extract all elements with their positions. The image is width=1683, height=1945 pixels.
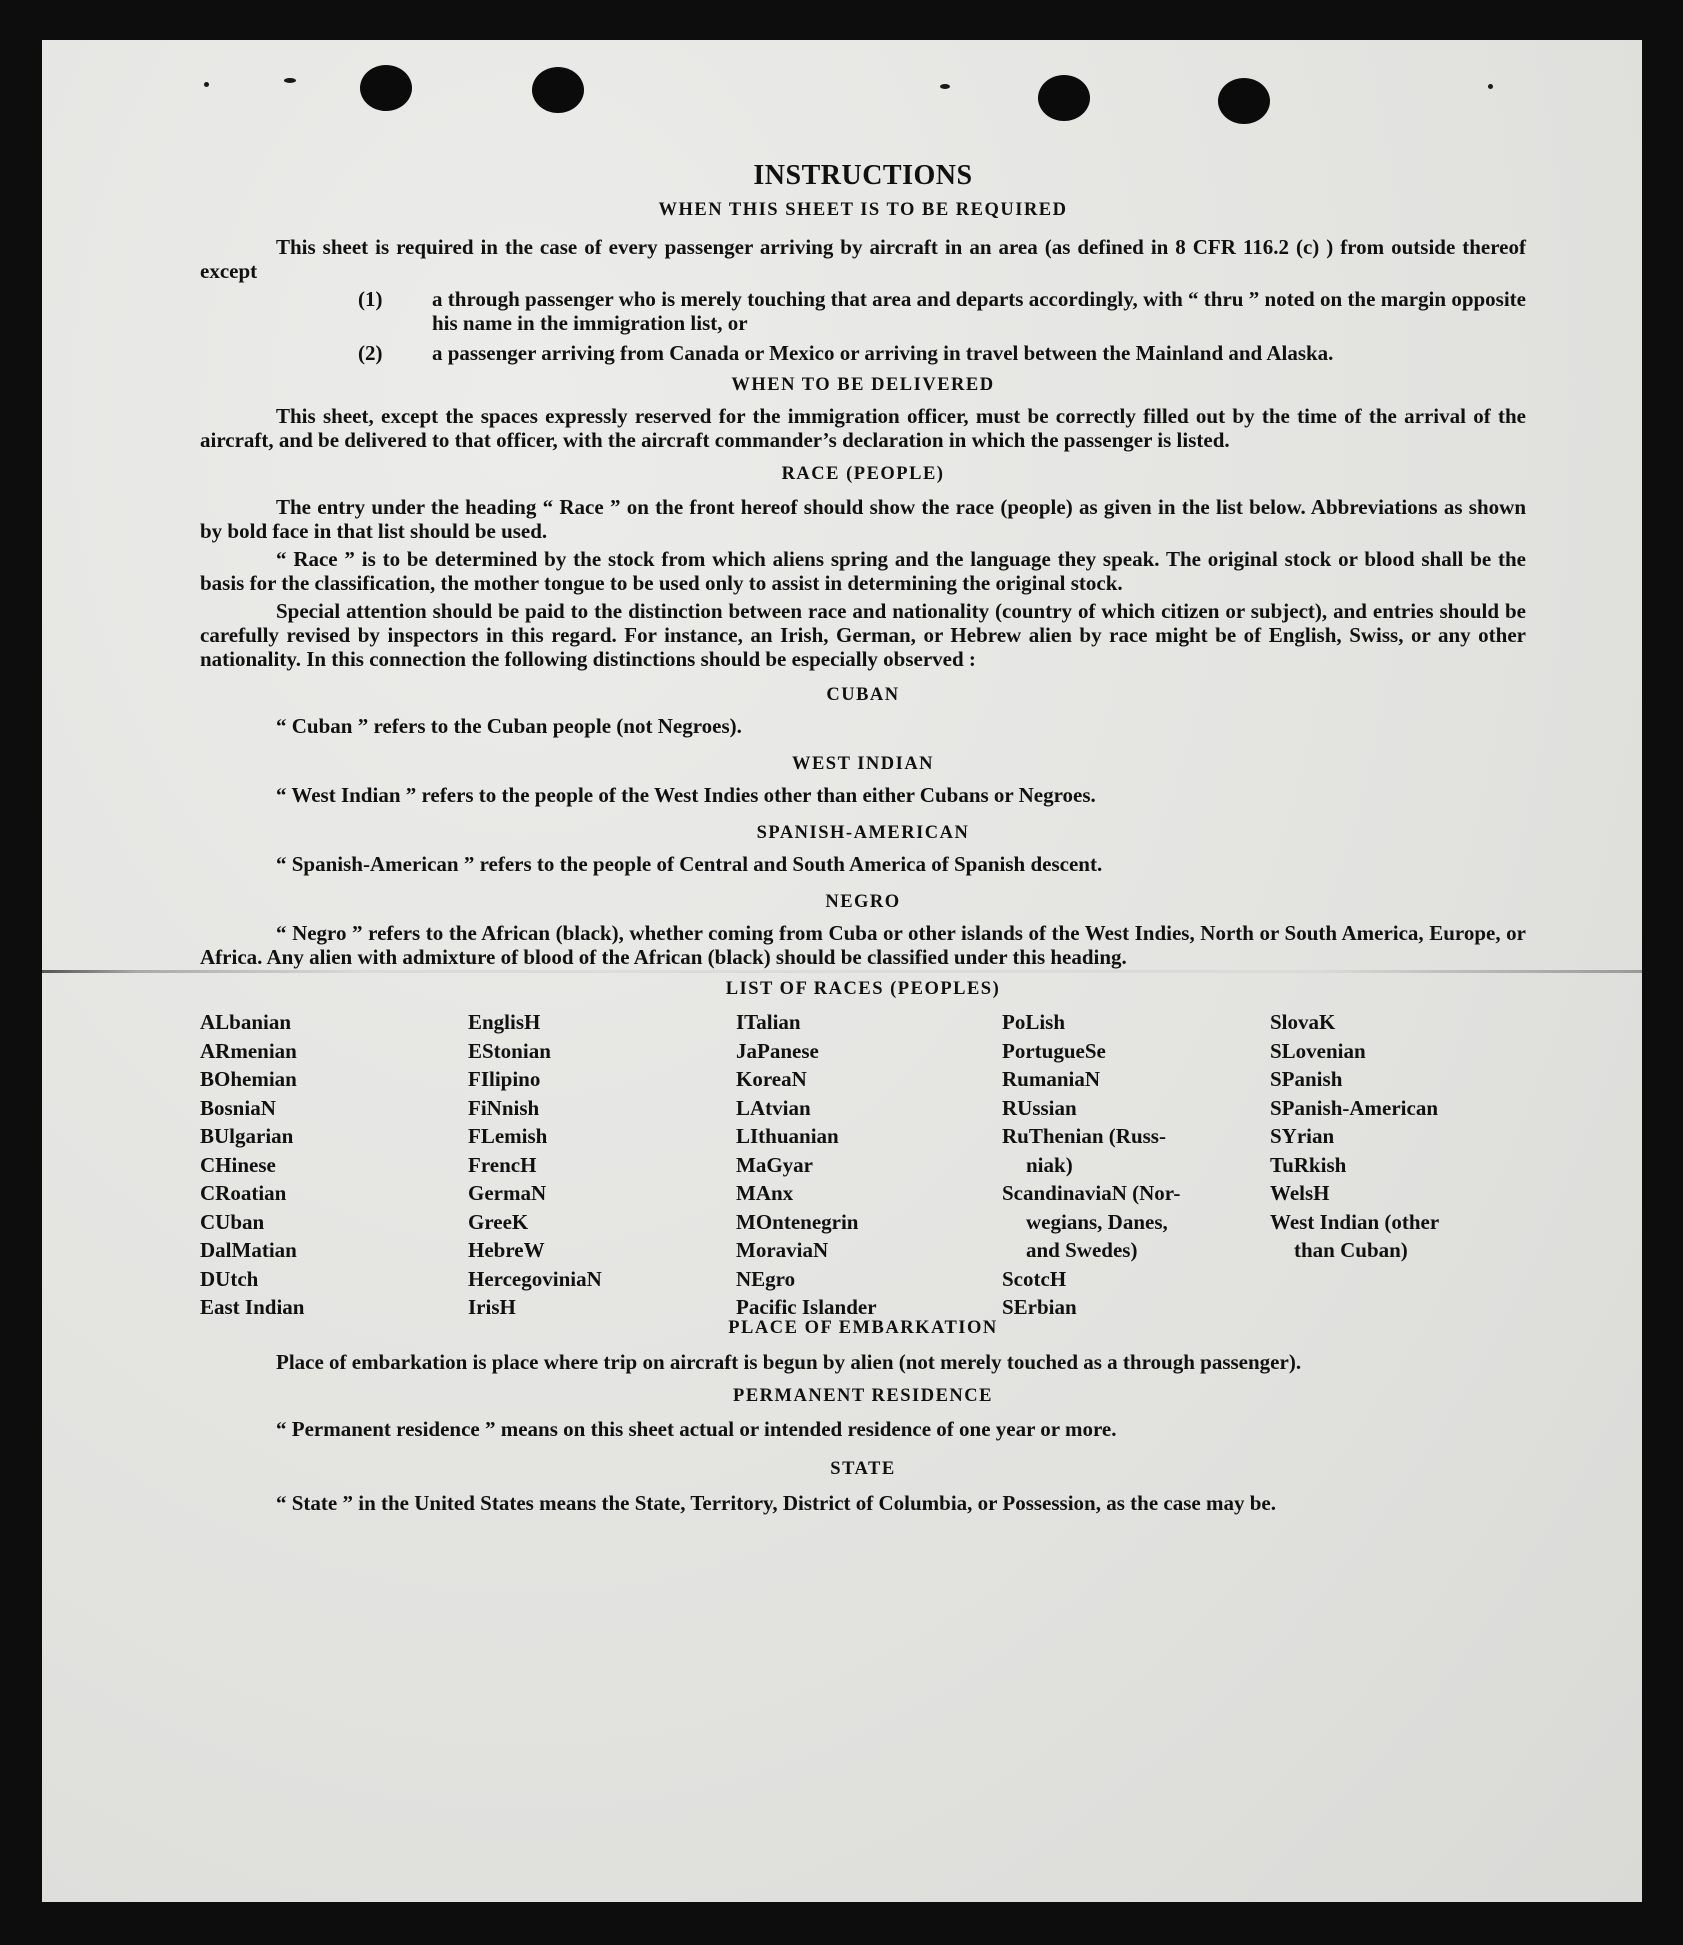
race-entry: ALbanian — [200, 1010, 292, 1034]
race-entry: ScotcH — [1002, 1266, 1067, 1291]
race-entry: JaPanese — [736, 1038, 819, 1063]
punch-hole — [1218, 78, 1270, 124]
section-paragraph: “ West Indian ” refers to the people of the West Indies other than either Cubans or Negroes. — [276, 783, 1096, 807]
race-column — [1270, 1008, 1526, 1265]
section-heading: PERMANENT RESIDENCE — [733, 1386, 993, 1406]
race-entry: FIlipino — [468, 1067, 541, 1091]
exception-item — [200, 287, 1526, 335]
race-entry: RUssian — [1002, 1095, 1077, 1120]
race-entry: NEgro — [736, 1266, 796, 1291]
punch-hole — [532, 67, 584, 113]
race-entry: SYrian — [1270, 1124, 1335, 1148]
section-paragraph: “ Spanish-American ” refers to the people of Central and South America of Spanish descent. — [276, 852, 1103, 876]
race-entry: CUban — [200, 1209, 265, 1234]
item-text: a through passenger who is merely touching that area and departs accordingly, with “ thru ” noted on the margin opposite his name in the immigration list, or — [432, 287, 1526, 335]
race-entry: PortugueSe — [1002, 1038, 1106, 1063]
ink-speck — [284, 78, 296, 83]
race-entry: CRoatian — [200, 1181, 287, 1205]
race-entry: ScandinaviaN (Nor- — [1002, 1181, 1181, 1205]
section-paragraph: “ Negro ” refers to the African (black), whether coming from Cuba or other islands of the West Indies, North or South America, Europe, or Africa. Any alien with admixture of blood of the African (black) should be classified under this heading. — [200, 921, 1526, 969]
section-heading: PLACE OF EMBARKATION — [728, 1318, 998, 1338]
ink-speck — [204, 82, 209, 87]
ink-speck — [1488, 84, 1493, 89]
race-entry: SLovenian — [1270, 1038, 1366, 1063]
race-entry: MOntenegrin — [736, 1209, 859, 1234]
race-entry: CHinese — [200, 1152, 276, 1177]
race-entry: West Indian (other — [1270, 1209, 1440, 1234]
item-text: a passenger arriving from Canada or Mexico or arriving in travel between the Mainland and Alaska. — [432, 341, 1334, 365]
race-entry: MoraviaN — [736, 1238, 829, 1262]
section-paragraph: “ Cuban ” refers to the Cuban people (not Negroes). — [276, 714, 742, 738]
section-paragraph: Place of embarkation is place where trip on aircraft is begun by alien (not merely touched as a through passenger). — [276, 1350, 1302, 1374]
section-paragraph: The entry under the heading “ Race ” on the front hereof should show the race (people) as given in the list below. Abbreviations as shown by bold face in that list should be used. — [200, 495, 1526, 543]
section-heading: STATE — [830, 1459, 896, 1479]
race-column — [1002, 1008, 1242, 1322]
race-entry: RumaniaN — [1002, 1067, 1101, 1091]
exception-item — [200, 341, 1526, 365]
page-title: INSTRUCTIONS — [753, 160, 973, 191]
section-heading: RACE (PEOPLE) — [781, 464, 945, 484]
race-entry: KoreaN — [736, 1067, 807, 1091]
race-entry: MAnx — [736, 1181, 794, 1205]
race-entry: Pacific Islander — [736, 1295, 877, 1319]
race-entry: SErbian — [1002, 1295, 1077, 1319]
race-entry: and Swedes) — [1026, 1238, 1138, 1262]
punch-hole — [1038, 75, 1090, 121]
race-entry: WelsH — [1270, 1181, 1330, 1205]
race-column — [200, 1008, 440, 1322]
race-entry: GreeK — [468, 1209, 529, 1234]
instructions-content — [200, 160, 1526, 1517]
section-heading: CUBAN — [826, 685, 900, 705]
section-heading: SPANISH-AMERICAN — [756, 823, 970, 843]
race-entry: ITalian — [736, 1010, 801, 1034]
item-number: (2) — [358, 341, 383, 365]
race-entry: FrencH — [468, 1152, 537, 1177]
race-entry: MaGyar — [736, 1152, 813, 1177]
document-sheet — [42, 40, 1642, 1902]
section-heading: WEST INDIAN — [791, 754, 935, 774]
race-entry: FiNnish — [468, 1095, 540, 1120]
race-entry: HercegoviniaN — [468, 1266, 602, 1291]
section-paragraph: Special attention should be paid to the distinction between race and nationality (country of which citizen or subject), and entries should be carefully revised by inspectors in this regard. For instance, an Irish, German, or Hebrew alien by race might be of English, Swiss, or any other nationality. In this connection the following distinctions should be especially observed : — [200, 599, 1526, 671]
section-paragraph: “ Race ” is to be determined by the stock from which aliens spring and the language they speak. The original stock or blood shall be the basis for the classification, the mother tongue to be used only to assist in determining the original stock. — [200, 547, 1526, 595]
punch-hole — [360, 65, 412, 111]
race-entry: TuRkish — [1270, 1152, 1347, 1177]
race-entry: SPanish-American — [1270, 1095, 1438, 1120]
race-entry: SlovaK — [1270, 1010, 1336, 1034]
ink-speck — [940, 84, 950, 89]
race-column — [736, 1008, 976, 1322]
section-heading: LIST OF RACES (PEOPLES) — [725, 979, 1001, 999]
section-paragraph: “ Permanent residence ” means on this sheet actual or intended residence of one year or more. — [276, 1417, 1117, 1441]
race-entry: wegians, Danes, — [1026, 1209, 1168, 1234]
race-entry: LAtvian — [736, 1095, 811, 1120]
race-entry: EStonian — [468, 1038, 551, 1063]
race-entry: ARmenian — [200, 1038, 297, 1063]
section-paragraph: This sheet, except the spaces expressly reserved for the immigration officer, must be correctly filled out by the time of the arrival of the aircraft, and be delivered to that officer, with the aircraft commander’s declaration in which the passenger is listed. — [200, 404, 1526, 452]
race-entry: BUlgarian — [200, 1124, 294, 1148]
race-entry: East Indian — [200, 1295, 305, 1319]
race-entry: BosniaN — [200, 1095, 276, 1120]
race-entry: GermaN — [468, 1181, 547, 1205]
section-heading: NEGRO — [825, 892, 901, 912]
race-entry: niak) — [1026, 1152, 1073, 1177]
race-entry: than Cuban) — [1294, 1238, 1408, 1262]
section-heading: WHEN TO BE DELIVERED — [731, 375, 995, 395]
race-entry: BOhemian — [200, 1067, 297, 1091]
section-heading: WHEN THIS SHEET IS TO BE REQUIRED — [658, 200, 1068, 220]
race-entry: IrisH — [468, 1295, 516, 1319]
race-entry: DalMatian — [200, 1238, 297, 1262]
race-list — [200, 1008, 1526, 1319]
section-paragraph: “ State ” in the United States means the State, Territory, District of Columbia, or Possession, as the case may be. — [276, 1491, 1276, 1515]
race-entry: DUtch — [200, 1266, 259, 1291]
race-entry: SPanish — [1270, 1067, 1343, 1091]
race-entry: PoLish — [1002, 1010, 1066, 1034]
race-entry: FLemish — [468, 1124, 548, 1148]
item-number: (1) — [358, 287, 383, 311]
race-column — [468, 1008, 708, 1322]
race-entry: LIthuanian — [736, 1124, 839, 1148]
section-paragraph: This sheet is required in the case of every passenger arriving by aircraft in an area (as defined in 8 CFR 116.2 (c) ) from outside thereof except — [200, 235, 1526, 283]
race-entry: RuThenian (Russ- — [1002, 1124, 1166, 1148]
race-entry: HebreW — [468, 1238, 545, 1262]
race-entry: EnglisH — [468, 1010, 541, 1034]
